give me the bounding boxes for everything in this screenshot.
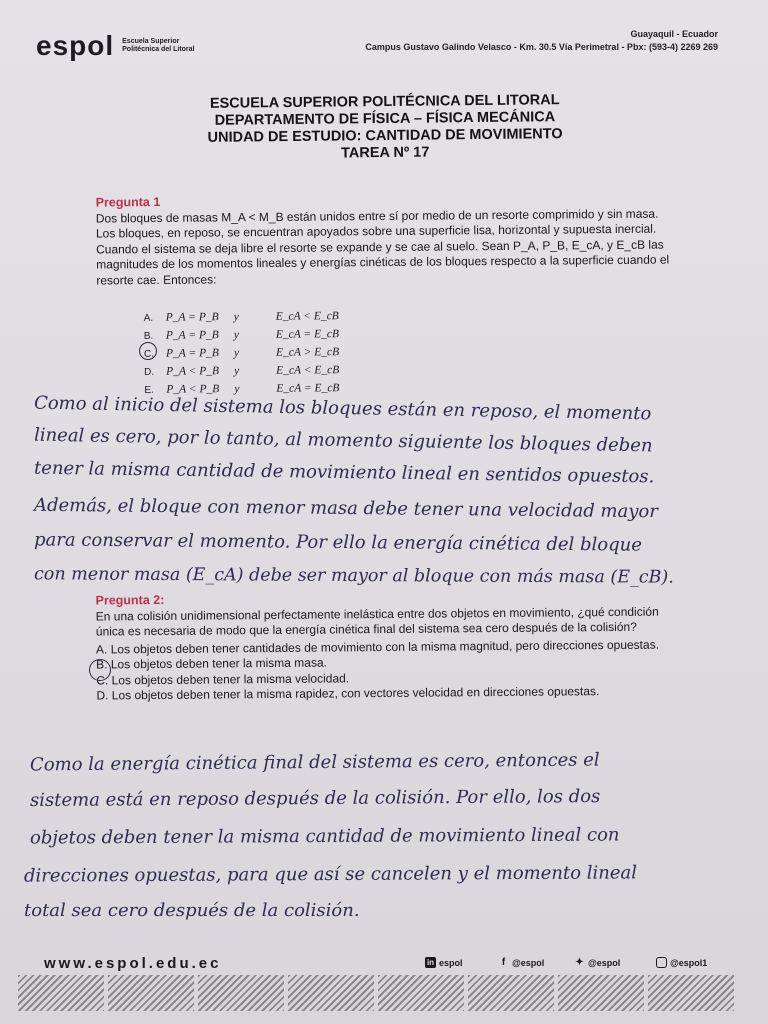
option-row: A. P_A = P_B y E_cA < E_cB	[143, 310, 339, 324]
footer-decoration	[378, 975, 464, 1011]
option-row: C. P_A = P_B y E_cA > E_cB	[143, 346, 340, 360]
option-row: E. P_A < P_B y E_cA = E_cB	[144, 382, 340, 396]
website-url: www.espol.edu.ec	[44, 955, 222, 972]
question-2	[96, 588, 673, 704]
document-heading: ESCUELA SUPERIOR POLITÉCNICA DEL LITORAL DEPARTAMENTO DE FÍSICA – FÍSICA MECÁNICA UNIDAD DE ESTUDIO: CANTIDAD DE MOVIMIENTO TAREA Nº 17	[207, 92, 563, 162]
facebook-icon: f	[501, 957, 506, 968]
option-row: D. P_A < P_B y E_cA < E_cB	[144, 364, 340, 378]
logo-wordmark: espol	[36, 30, 115, 61]
selected-answer-circle	[139, 342, 157, 360]
footer-decoration	[18, 975, 104, 1011]
question-1-text: Dos bloques de masas M_A < M_B están unidos entre sí por medio de un resorte comprimido y sin masa. Los bloques, en reposo, se encuentran apoyados sobre una superficie lisa, horizontal y supuesta inercial. Cuando el sistema se deja libre el resorte se expande y se cae al suelo. Sean P_A, P_B, E_cA, y E_cB las magnitudes de los momentos lineales y energías cinéticas de los bloques respecto a la superficie cuando el resorte cae. Entonces:	[95, 206, 670, 288]
campus-address: Campus Gustavo Galindo Velasco - Km. 30.5 Vía Perimetral - Pbx: (593-4) 2269 269	[365, 42, 718, 52]
question-2-option: B. Los objetos deben tener la misma masa.	[96, 655, 327, 672]
handwritten-line: con menor masa (E_cA) debe ser mayor al bloque con más masa (E_cB).	[33, 564, 674, 588]
handwritten-line: tener la misma cantidad de movimiento lineal en sentidos opuestos.	[33, 457, 655, 488]
header-address	[365, 28, 718, 54]
question-1-title: Pregunta 1	[95, 194, 161, 210]
handwritten-line: direcciones opuestas, para que así se cancelen y el momento lineal	[23, 862, 638, 887]
footer-decoration	[198, 975, 284, 1011]
linkedin-icon: in	[426, 958, 435, 967]
question-2-text: En una colisión unidimensional perfectamente inelástica entre dos objetos en movimiento, ¿qué condición única es necesaria de modo que la energía cinética final del sistema sea cero después de la colisión?	[95, 604, 659, 639]
option-row: B. P_A = P_B y E_cA = E_cB	[143, 328, 340, 342]
social-twitter: ✦ @espol	[575, 957, 621, 968]
handwritten-line: total sea cero después de la colisión.	[24, 900, 360, 921]
twitter-icon: ✦	[575, 957, 584, 968]
footer-decoration	[468, 975, 554, 1011]
footer-decoration	[288, 975, 374, 1011]
handwritten-line: Además, el bloque con menor masa debe tener una velocidad mayor	[33, 494, 659, 523]
handwritten-line: sistema está en reposo después de la colisión. Por ello, los dos	[29, 786, 601, 811]
logo-subtitle: Escuela Superior Politécnica del Litoral	[122, 38, 195, 53]
question-1-options	[144, 307, 340, 399]
footer-decoration	[648, 975, 734, 1011]
footer-decoration	[558, 975, 644, 1011]
social-instagram: @espol1	[656, 957, 707, 968]
question-2-title: Pregunta 2:	[95, 592, 165, 608]
social-linkedin: in espol	[426, 957, 463, 968]
instagram-icon	[656, 957, 667, 968]
selected-answer-circle	[89, 659, 111, 681]
handwritten-line: lineal es cero, por lo tanto, al momento siguiente los bloques deben	[33, 424, 653, 457]
handwritten-line: para conservar el momento. Por ello la energía cinética del bloque	[33, 529, 643, 556]
espol-logo	[36, 30, 195, 62]
question-1	[96, 190, 673, 288]
footer-decoration	[108, 975, 194, 1011]
question-2-option: A. Los objetos deben tener cantidades de movimiento con la misma magnitud, pero direcciones opuestas.	[95, 637, 660, 657]
handwritten-line: Como la energía cinética final del sistema es cero, entonces el	[29, 749, 600, 776]
handwritten-line: objetos deben tener la misma cantidad de movimiento lineal con	[29, 824, 620, 849]
social-facebook: f @espol	[498, 957, 544, 968]
handwritten-line: Como al inicio del sistema los bloques están en reposo, el momento	[33, 392, 652, 425]
location: Guayaquil - Ecuador	[630, 29, 718, 39]
question-2-option: C. Los objetos deben tener la misma velocidad.	[96, 670, 350, 688]
question-2-option: D. Los objetos deben tener la misma rapidez, con vectores velocidad en direcciones opuestas.	[96, 684, 600, 703]
